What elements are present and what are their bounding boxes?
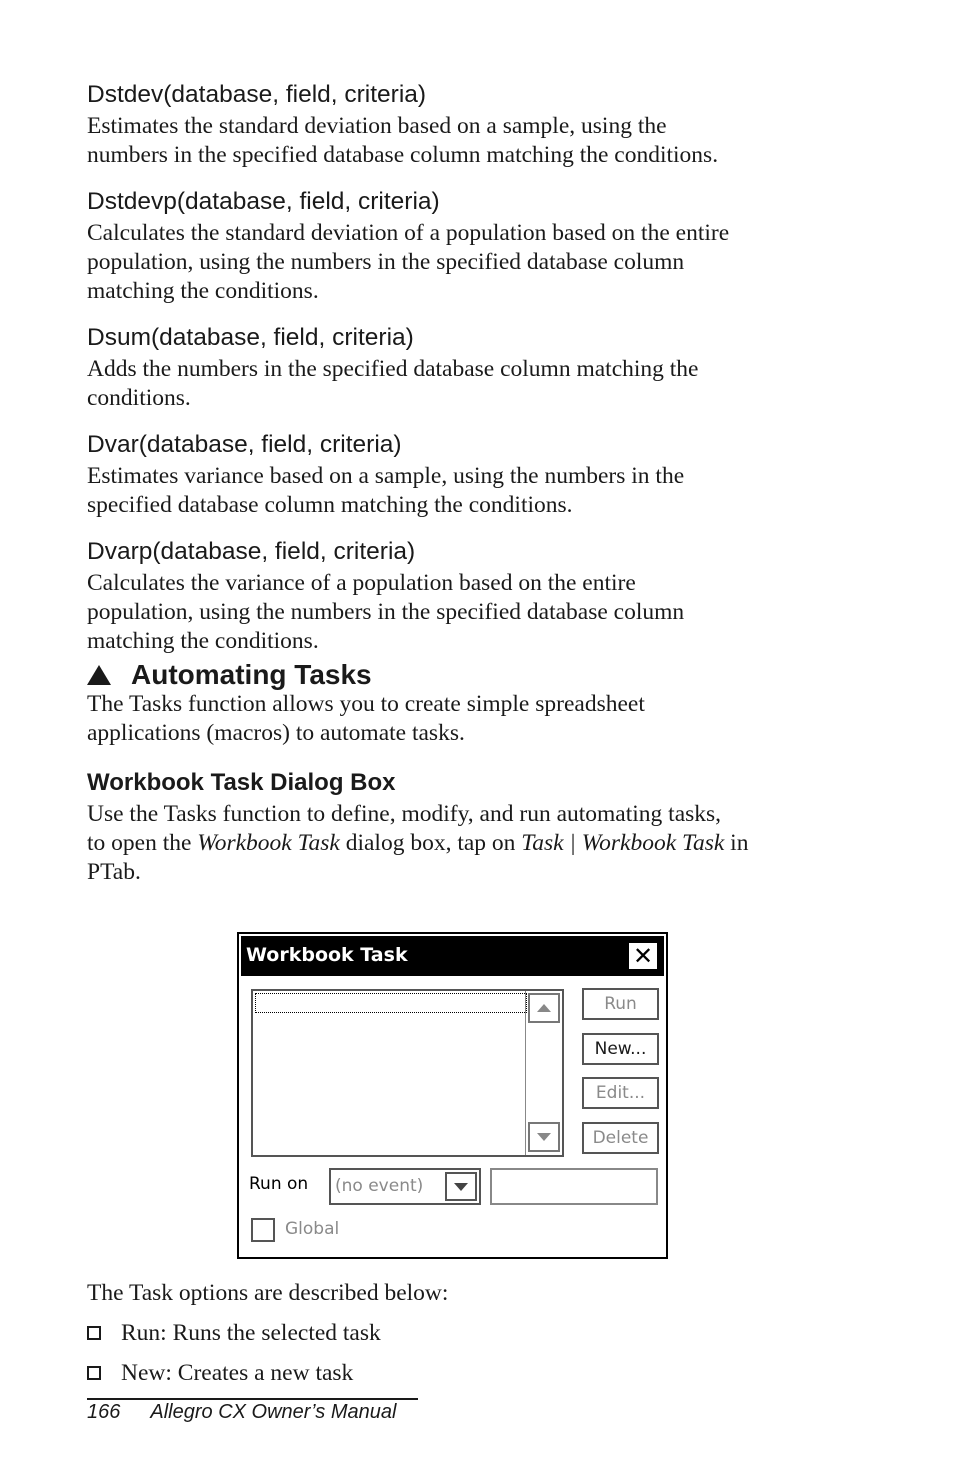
section-heading — [87, 660, 847, 690]
close-icon[interactable]: ✕ — [628, 942, 658, 970]
run-on-label: Run on — [249, 1174, 309, 1194]
dialog-title-bar — [241, 936, 664, 976]
delete-button[interactable]: Delete — [582, 1122, 659, 1154]
checkbox-bullet-icon — [87, 1366, 101, 1380]
task-listbox[interactable] — [251, 989, 564, 1157]
function-entry-dvar — [87, 430, 847, 520]
bullet-text: New: Creates a new task — [121, 1360, 354, 1386]
dialog-title: Workbook Task — [246, 944, 408, 966]
desc-line: matching the conditions. — [87, 628, 319, 654]
footer-rule — [87, 1398, 418, 1400]
arrow-down-icon — [536, 1132, 552, 1142]
section-automating-tasks — [87, 660, 847, 748]
list-item — [87, 1318, 847, 1348]
page-number: 166 — [87, 1401, 121, 1423]
new-button[interactable]: New... — [582, 1033, 659, 1065]
desc-line: Use the Tasks function to define, modify, and run automating tasks, — [87, 801, 722, 827]
desc-line: Adds the numbers in the specified database column matching the — [87, 356, 699, 382]
global-label: Global — [285, 1219, 340, 1239]
dialog-name-italic: Workbook Task — [197, 830, 340, 856]
subsection-heading: Workbook Task Dialog Box — [87, 769, 396, 796]
desc-line: Calculates the standard deviation of a population based on the entire — [87, 220, 730, 246]
page-footer — [87, 1401, 396, 1424]
function-entry-dsum — [87, 323, 847, 413]
task-options — [87, 1278, 847, 1388]
event-text-field[interactable] — [490, 1168, 658, 1205]
subsection-workbook-task — [87, 768, 847, 887]
desc-line: matching the conditions. — [87, 278, 319, 304]
triangle-bullet-icon — [87, 665, 111, 685]
function-description — [87, 569, 847, 656]
list-item — [87, 1358, 847, 1388]
section-description — [87, 690, 847, 748]
desc-line: conditions. — [87, 385, 191, 411]
desc-line: numbers in the specified database column matching the conditions. — [87, 142, 719, 168]
desc-line: Estimates the standard deviation based on a sample, using the — [87, 113, 667, 139]
function-heading: Dvar(database, field, criteria) — [87, 431, 402, 458]
subsection-description — [87, 800, 847, 887]
desc-line: applications (macros) to automate tasks. — [87, 720, 465, 746]
scroll-down-button[interactable] — [528, 1122, 560, 1152]
desc-line: The Tasks function allows you to create simple spreadsheet — [87, 691, 645, 717]
function-heading: Dvarp(database, field, criteria) — [87, 538, 416, 565]
desc-text: dialog box, tap on — [339, 830, 522, 856]
bullet-text: Run: Runs the selected task — [121, 1320, 381, 1346]
section-title: Automating Tasks — [131, 659, 372, 690]
desc-line: population, using the numbers in the specified database column — [87, 599, 685, 625]
dropdown-button[interactable] — [445, 1172, 477, 1201]
menu-path-italic: Task | Workbook Task — [521, 830, 725, 856]
desc-line: specified database column matching the conditions. — [87, 492, 573, 518]
scroll-up-button[interactable] — [528, 993, 560, 1023]
global-checkbox[interactable] — [251, 1218, 275, 1242]
function-heading: Dstdevp(database, field, criteria) — [87, 188, 440, 215]
event-value: (no event) — [335, 1176, 424, 1196]
desc-text: in — [724, 830, 749, 856]
run-button[interactable]: Run — [582, 988, 659, 1020]
function-description — [87, 355, 847, 413]
event-dropdown[interactable] — [329, 1168, 481, 1205]
desc-line: Estimates variance based on a sample, using the numbers in the — [87, 463, 685, 489]
desc-line: Calculates the variance of a population based on the entire — [87, 570, 636, 596]
edit-button[interactable]: Edit... — [582, 1077, 659, 1109]
desc-line: PTab. — [87, 859, 141, 885]
desc-line: population, using the numbers in the specified database column — [87, 249, 685, 275]
list-scrollbar[interactable] — [525, 991, 562, 1155]
function-heading: Dstdev(database, field, criteria) — [87, 81, 427, 108]
function-description — [87, 219, 847, 306]
manual-title: Allegro CX Owner’s Manual — [150, 1401, 397, 1423]
list-focus-row[interactable] — [255, 993, 527, 1013]
workbook-task-dialog — [237, 932, 668, 1259]
options-intro: The Task options are described below: — [87, 1280, 449, 1306]
function-entry-dstdevp — [87, 187, 847, 306]
function-entry-dstdev — [87, 80, 847, 170]
desc-text: to open the — [87, 830, 198, 856]
function-entry-dvarp — [87, 537, 847, 656]
function-description — [87, 112, 847, 170]
page-body — [87, 80, 847, 904]
function-description — [87, 462, 847, 520]
checkbox-bullet-icon — [87, 1326, 101, 1340]
function-heading: Dsum(database, field, criteria) — [87, 324, 414, 351]
arrow-up-icon — [536, 1003, 552, 1013]
chevron-down-icon — [453, 1182, 469, 1192]
